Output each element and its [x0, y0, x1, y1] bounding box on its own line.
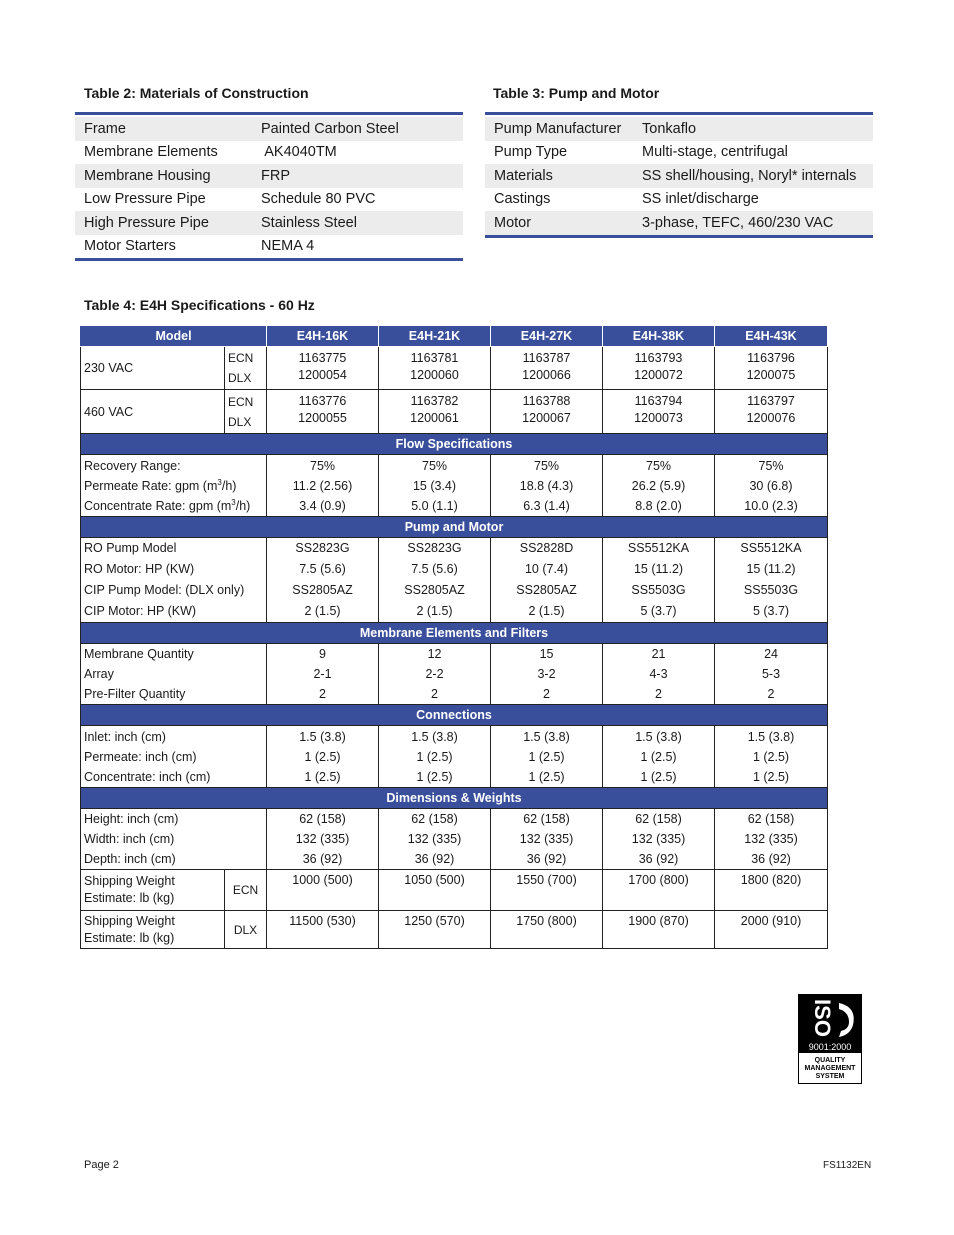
row-value: SS inlet/discharge: [642, 191, 759, 208]
ship-dlx-value: 1750 (800): [491, 911, 603, 949]
membrane-values: 21 4-3 2: [603, 644, 715, 705]
table-row: [485, 164, 873, 188]
membrane-values: 24 5-3 2: [715, 644, 828, 705]
table-row: [75, 141, 463, 165]
table-row: [75, 117, 463, 141]
ship-dlx-value: 1250 (570): [379, 911, 491, 949]
flow-labels: [81, 455, 267, 517]
model-name: E4H-38K: [603, 326, 715, 347]
pump-motor-table: [485, 112, 873, 238]
table-row: [75, 188, 463, 212]
dimension-values: 62 (158) 132 (335) 36 (92): [603, 809, 715, 870]
svg-text:9001:2000: 9001:2000: [808, 1042, 852, 1052]
section-header: Pump and Motor: [81, 517, 828, 538]
connection-values: 1.5 (3.8) 1 (2.5) 1 (2.5): [715, 726, 828, 788]
membrane-row: [81, 644, 828, 705]
ship-ecn-value: 1800 (820): [715, 870, 828, 911]
row-label: Frame: [84, 120, 126, 137]
row-value: Painted Carbon Steel: [261, 120, 399, 137]
specs-title: Table 4: E4H Specifications - 60 Hz: [84, 297, 315, 313]
row-value: Schedule 80 PVC: [261, 191, 376, 208]
part-numbers: [715, 347, 828, 390]
ship-ecn-value: 1000 (500): [267, 870, 379, 911]
row-230vac: [81, 347, 828, 390]
connection-values: 1.5 (3.8) 1 (2.5) 1 (2.5): [267, 726, 379, 788]
materials-title: Table 2: Materials of Construction: [84, 85, 309, 101]
part-dlx: 1200075: [746, 368, 796, 382]
part-dlx: 1200072: [634, 368, 683, 382]
section-membrane: [81, 623, 828, 644]
part-numbers: [379, 390, 491, 434]
part-dlx: 1200061: [410, 411, 459, 425]
row-value: AK4040TM: [261, 144, 337, 161]
part-ecn: 1163776: [298, 394, 347, 408]
table-row: [485, 188, 873, 212]
dimension-values: 62 (158) 132 (335) 36 (92): [379, 809, 491, 870]
flow-label: Permeate Rate: gpm $(m^3/h)$: [84, 477, 237, 493]
ecn-label: ECN: [225, 870, 267, 911]
row-label: Membrane Elements: [84, 144, 218, 161]
row-label: Castings: [494, 191, 551, 208]
svg-text:ISO: ISO: [810, 999, 836, 1037]
part-numbers: [491, 390, 603, 434]
model-name: E4H-27K: [491, 326, 603, 347]
row-value: SS shell/housing, Noryl* internals: [642, 167, 857, 184]
part-dlx: 1200073: [634, 411, 683, 425]
row-value: NEMA 4: [261, 238, 315, 255]
part-ecn: 1163794: [634, 394, 683, 408]
part-numbers: [267, 347, 379, 390]
dlx-label: DLX: [225, 911, 267, 949]
part-numbers: [379, 347, 491, 390]
part-dlx: 1200076: [746, 411, 796, 425]
section-dimensions: [81, 788, 828, 809]
part-ecn: 1163788: [522, 394, 571, 408]
part-ecn: 1163793: [634, 351, 683, 365]
table-row: [485, 211, 873, 235]
svg-text:QUALITY: QUALITY: [814, 1057, 846, 1064]
section-pump: [81, 517, 828, 538]
ship-ecn-row: [81, 870, 828, 911]
dlx-label: DLX: [228, 414, 252, 429]
row-label: Motor: [494, 214, 532, 231]
materials-table: [75, 112, 463, 261]
voltage-label: 230 VAC: [81, 347, 225, 390]
voltage-label: 460 VAC: [81, 390, 225, 434]
section-header: Dimensions & Weights: [81, 788, 828, 809]
flow-label: Concentrate Rate: gpm $(m^3/h)$: [84, 497, 251, 513]
ship-ecn-value: 1700 (800): [603, 870, 715, 911]
dimension-values: 62 (158) 132 (335) 36 (92): [715, 809, 828, 870]
membrane-values: 9 2-1 2: [267, 644, 379, 705]
row-value: FRP: [261, 167, 290, 184]
model-name: E4H-21K: [379, 326, 491, 347]
row-value: Tonkaflo: [642, 120, 697, 137]
row-value: Multi-stage, centrifugal: [642, 144, 788, 161]
row-label: High Pressure Pipe: [84, 214, 209, 231]
part-numbers: [267, 390, 379, 434]
section-header: Connections: [81, 705, 828, 726]
dimension-values: 62 (158) 132 (335) 36 (92): [491, 809, 603, 870]
section-header: Flow Specifications: [81, 434, 828, 455]
variant-labels: [225, 390, 267, 434]
connection-labels: Inlet: inch (cm) Permeate: inch (cm) Concentrate: inch (cm): [81, 726, 267, 788]
page-number: Page 2: [84, 1159, 119, 1171]
pump-motor-title: Table 3: Pump and Motor: [493, 85, 660, 101]
row-value: Stainless Steel: [261, 214, 357, 231]
flow-values: 75% 26.2 (5.9) 8.8 (2.0): [603, 455, 715, 517]
ship-dlx-value: 11500 (530): [267, 911, 379, 949]
pump-values: SS5512KA 15 (11.2) SS5503G 5 (3.7): [603, 538, 715, 623]
section-flow: [81, 434, 828, 455]
ecn-label: ECN: [228, 394, 254, 409]
iso-certification-logo: [798, 994, 862, 1084]
part-ecn: 1163781: [410, 351, 459, 365]
specs-table: [80, 325, 828, 949]
part-dlx: 1200067: [522, 411, 571, 425]
connection-values: 1.5 (3.8) 1 (2.5) 1 (2.5): [379, 726, 491, 788]
pump-values: SS2823G 7.5 (5.6) SS2805AZ 2 (1.5): [267, 538, 379, 623]
membrane-labels: Membrane Quantity Array Pre-Filter Quantity: [81, 644, 267, 705]
document-id: FS1132EN: [823, 1160, 872, 1171]
ship-weight-label: Shipping Weight Estimate: lb (kg): [81, 870, 225, 911]
ship-dlx-value: 2000 (910): [715, 911, 828, 949]
ship-ecn-value: 1550 (700): [491, 870, 603, 911]
connection-values: 1.5 (3.8) 1 (2.5) 1 (2.5): [603, 726, 715, 788]
part-dlx: 1200066: [522, 368, 571, 382]
flow-values: 75% 18.8 (4.3) 6.3 (1.4): [491, 455, 603, 517]
part-ecn: 1163787: [522, 351, 571, 365]
membrane-values: 12 2-2 2: [379, 644, 491, 705]
model-header-row: [81, 326, 828, 347]
part-ecn: 1163797: [747, 394, 795, 408]
pump-values: SS2828D 10 (7.4) SS2805AZ 2 (1.5): [491, 538, 603, 623]
part-numbers: [603, 390, 715, 434]
pump-values: SS2823G 7.5 (5.6) SS2805AZ 2 (1.5): [379, 538, 491, 623]
row-label: Pump Manufacturer: [494, 120, 622, 137]
table-row: [75, 235, 463, 259]
row-label: Low Pressure Pipe: [84, 191, 206, 208]
flow-label: Recovery Range:: [84, 458, 181, 473]
table-row: [75, 211, 463, 235]
part-numbers: [715, 390, 828, 434]
part-ecn: 1163782: [410, 394, 459, 408]
row-label: Materials: [494, 167, 553, 184]
part-dlx: 1200060: [410, 368, 459, 382]
model-header: Model: [81, 326, 267, 347]
connections-row: [81, 726, 828, 788]
svg-text:SYSTEM: SYSTEM: [815, 1073, 845, 1080]
row-460vac: [81, 390, 828, 434]
part-numbers: [491, 347, 603, 390]
model-name: E4H-16K: [267, 326, 379, 347]
dimension-labels: Height: inch (cm) Width: inch (cm) Depth: inch (cm): [81, 809, 267, 870]
svg-text:MANAGEMENT: MANAGEMENT: [804, 1065, 856, 1072]
part-ecn: 1163796: [747, 351, 795, 365]
connection-values: 1.5 (3.8) 1 (2.5) 1 (2.5): [491, 726, 603, 788]
part-dlx: 1200055: [298, 411, 347, 425]
section-header: Membrane Elements and Filters: [81, 623, 828, 644]
flow-values: 75% 15 (3.4) 5.0 (1.1): [379, 455, 491, 517]
ship-weight-label: Shipping Weight Estimate: lb (kg): [81, 911, 225, 949]
pump-row: [81, 538, 828, 623]
flow-row: [81, 455, 828, 517]
part-numbers: [603, 347, 715, 390]
row-label: Motor Starters: [84, 238, 176, 255]
ecn-label: ECN: [228, 351, 254, 365]
dlx-label: DLX: [228, 371, 252, 385]
membrane-values: 15 3-2 2: [491, 644, 603, 705]
ship-dlx-value: 1900 (870): [603, 911, 715, 949]
ship-dlx-row: [81, 911, 828, 949]
pump-labels: RO Pump Model RO Motor: HP (KW) CIP Pump Model: (DLX only) CIP Motor: HP (KW): [81, 538, 267, 623]
model-name: E4H-43K: [715, 326, 828, 347]
row-label: Membrane Housing: [84, 167, 211, 184]
section-connections: [81, 705, 828, 726]
flow-values: 75% 11.2 (2.56) 3.4 (0.9): [267, 455, 379, 517]
variant-labels: [225, 347, 267, 390]
flow-values: 75% 30 (6.8) 10.0 (2.3): [715, 455, 828, 517]
part-ecn: 1163775: [298, 351, 347, 365]
iso-mark-icon: [799, 995, 861, 1083]
table-row: [485, 141, 873, 165]
row-label: Pump Type: [494, 144, 568, 161]
row-value: 3-phase, TEFC, 460/230 VAC: [642, 214, 834, 231]
ship-ecn-value: 1050 (500): [379, 870, 491, 911]
dimensions-row: [81, 809, 828, 870]
table-row: [75, 164, 463, 188]
part-dlx: 1200054: [298, 368, 347, 382]
dimension-values: 62 (158) 132 (335) 36 (92): [267, 809, 379, 870]
table-row: [485, 117, 873, 141]
pump-values: SS5512KA 15 (11.2) SS5503G 5 (3.7): [715, 538, 828, 623]
